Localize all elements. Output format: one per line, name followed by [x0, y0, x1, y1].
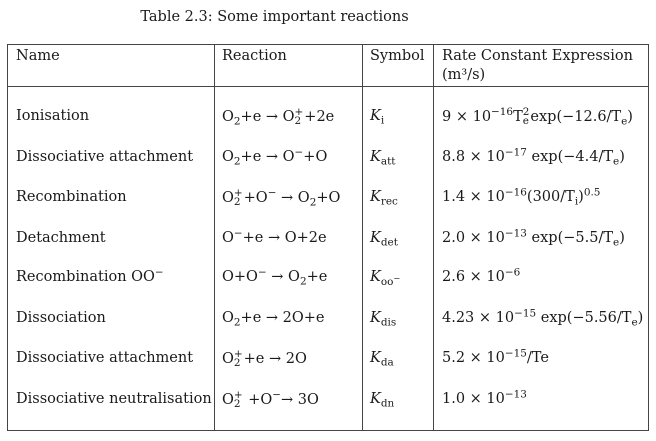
row-reaction: $O_2+e \to O$ + 2 +2e [222, 106, 335, 128]
row-symbol: $K_{dn}$ [370, 391, 395, 410]
row-symbol: $K_{att}$ [370, 149, 396, 168]
row-rate: $1.4 \times 10^{-16}(300/T_i)^{0.5}$ [442, 186, 601, 208]
row-rate: $2.6 \times 10^{-6}$ [442, 266, 521, 285]
row-reaction: O + 2 $+O^- \to O_2+O$ [222, 187, 341, 209]
header-reaction: Reaction [222, 48, 287, 64]
row-name: Recombination OO− [16, 266, 164, 285]
header-symbol: Symbol [370, 48, 425, 64]
header-name: Name [16, 48, 60, 64]
column-divider [362, 45, 363, 430]
row-rate: $8.8 \times 10^{-17}$ $\exp(-4.4/T_e)$ [442, 146, 625, 168]
row-reaction: $O_2+e \to O^-+O$ [222, 146, 328, 168]
row-reaction: $O_2+e \to 2O+e$ [222, 310, 325, 329]
table-caption: Table 2.3: Some important reactions [140, 9, 409, 25]
row-name: Dissociation [16, 310, 106, 326]
row-rate: $9 \times 10^{-16}T$ 2 e $\exp(-12.6/T_e)$ [442, 106, 633, 128]
row-symbol: $K_{det}$ [370, 230, 398, 249]
header-rate-unit: (m³/s) [442, 67, 486, 83]
row-rate: $5.2 \times 10^{-15}/Te$ [442, 347, 549, 366]
row-name: Recombination [16, 189, 127, 205]
row-reaction: O + 2 +O−→ 3O [222, 389, 319, 410]
row-rate: $1.0 \times 10^{-13}$ [442, 388, 527, 407]
header-rate-title: Rate Constant Expression [442, 48, 633, 64]
row-name: Detachment [16, 230, 106, 246]
column-divider [433, 45, 434, 430]
row-reaction: $O+O^- \to O_2+e$ [222, 266, 328, 288]
row-rate: $4.23 \times 10^{-15}$ $\exp(-5.56/T_e)$ [442, 307, 644, 329]
row-name: Dissociative attachment [16, 350, 194, 366]
row-name: Dissociative neutralisation [16, 391, 212, 407]
row-reaction: O + 2 +e → 2O [222, 348, 307, 369]
header-rate [442, 47, 633, 85]
reactions-table [7, 44, 649, 431]
row-symbol: $K_{rec}$ [370, 189, 398, 208]
header-divider [8, 86, 648, 87]
row-rate: $2.0 \times 10^{-13}$ $\exp(-5.5/T_e)$ [442, 227, 625, 249]
row-reaction: O−+e → O+2e [222, 227, 327, 246]
row-symbol: $K_{dis}$ [370, 310, 397, 329]
column-divider [214, 45, 215, 430]
row-symbol: $K_{oo^-}$ [370, 269, 401, 288]
row-symbol: $K_i$ [370, 108, 385, 127]
row-name: Dissociative attachment [16, 149, 194, 165]
row-name: Ionisation [16, 108, 90, 124]
row-symbol: $K_{da}$ [370, 350, 394, 369]
